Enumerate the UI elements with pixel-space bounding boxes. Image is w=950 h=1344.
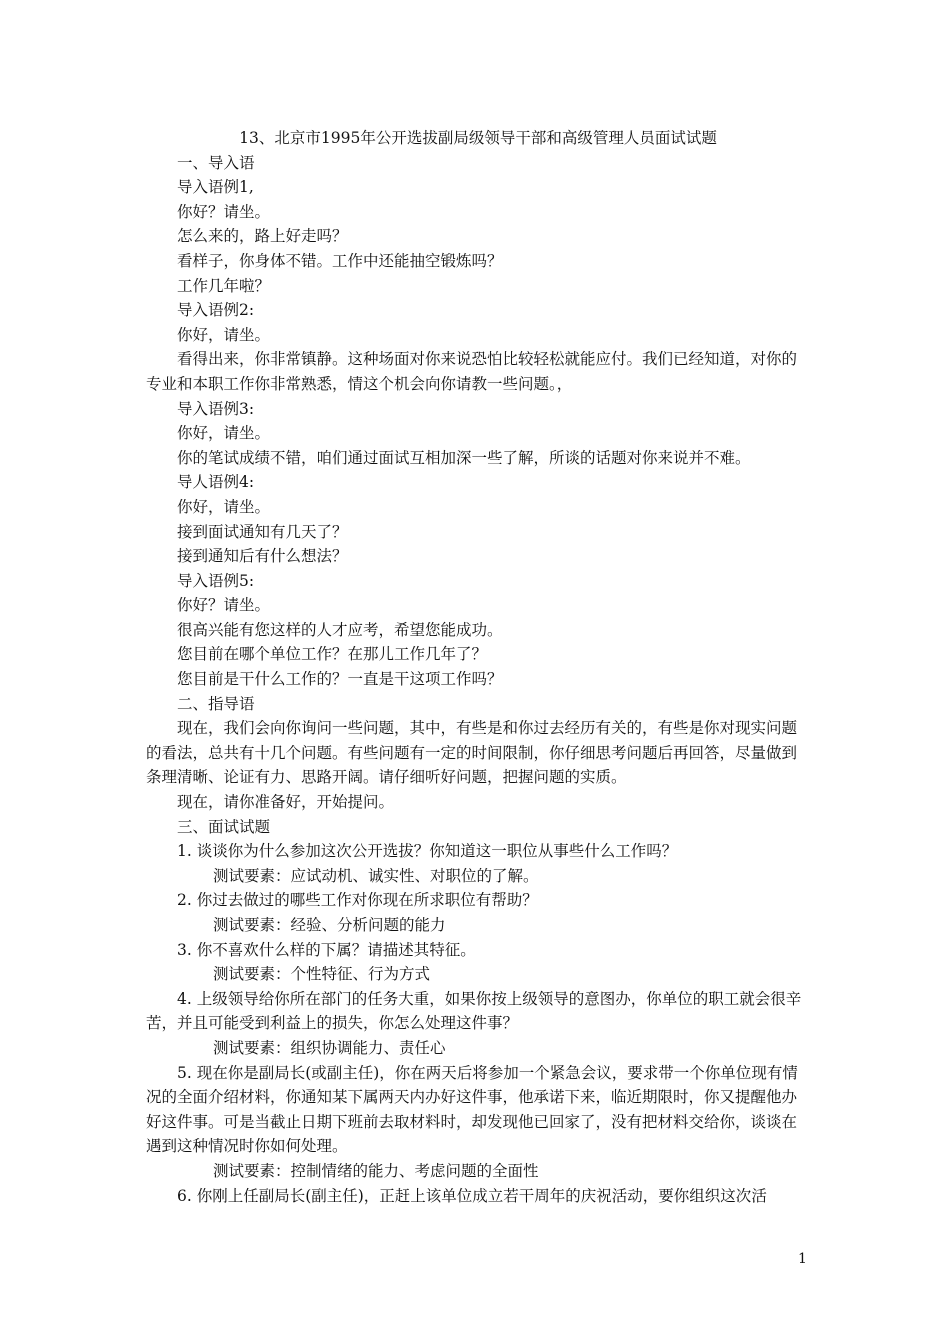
paragraph: 2. 你过去做过的哪些工作对你现在所求职位有帮助？ [177,891,538,910]
paragraph: 测试要素：经验、分析问题的能力 [213,916,446,934]
paragraph: 接到通知后有什么想法？ [177,547,348,566]
paragraph: 现在，请你准备好，开始提问。 [177,793,395,812]
paragraph: 5. 现在你是副局长(或副主任)，你在两天后将参加一个紧急会议，要求带一个你单位现有情况的全面介绍材料，你通知某下属两天内办好这件事，他承诺下来，临近期限时，你又提醒他办好这件事。可是当截止日期下班前去取材料时，却发现他已回家了，没有把材料交给你，谈谈在遇到这种情况时你如何处理。 [146,1063,798,1156]
paragraph: 测试要素：组织协调能力、责任心 [213,1038,446,1057]
paragraph-list [146,151,810,1209]
page-number: 1 [798,1251,807,1267]
paragraph: 很高兴能有您这样的人才应考，希望您能成功。 [177,620,503,639]
document-body [146,126,810,1208]
paragraph: 现在，我们会向你询问一些问题，其中，有些是和你过去经历有关的，有些是你对现实问题的看法，总共有十几个问题。有些问题有一定的时间限制，你仔细思考问题后再回答，尽量做到条理清晰、论证有力、思路开阔。请仔细听好问题，把握问题的实质。 [146,719,798,787]
paragraph: 4. 上级领导给你所在部门的任务大重，如果你按上级领导的意图办，你单位的职工就会很辛苦，并且可能受到利益上的损失，你怎么处理这件事？ [146,989,802,1033]
paragraph: 你的笔试成绩不错，咱们通过面试互相加深一些了解，所谈的话题对你来说并不难。 [177,448,751,467]
paragraph: 你好？请坐。 [177,596,271,615]
paragraph: 你好？请坐。 [177,202,271,221]
paragraph: 测试要素：应试动机、诚实性、对职位的了解。 [213,866,539,885]
paragraph: 测试要素：控制情绪的能力、考虑问题的全面性 [213,1161,539,1180]
paragraph: 你好，请坐。 [177,497,271,516]
paragraph: 看得出来，你非常镇静。这种场面对你来说恐怕比较轻松就能应付。我们已经知道，对你的专业和本职工作你非常熟悉，情这个机会向你请教一些问题。， [146,350,798,393]
document-title: 13、北京市1995年公开选拔副局级领导干部和高级管理人员面试试题 [239,129,717,147]
paragraph: 你好，请坐。 [177,424,271,443]
paragraph: 您目前在哪个单位工作？在那儿工作几年了？ [177,645,488,664]
paragraph: 一、导入语 [177,153,255,172]
paragraph: 接到面试通知有几天了？ [177,522,348,541]
paragraph: 三、面试试题 [177,817,271,836]
paragraph: 二、指导语 [177,694,255,713]
paragraph: 导人语例4: [177,473,255,492]
paragraph: 6. 你刚上任副局长(副主任)，正赶上该单位成立若干周年的庆祝活动，要你组织这次活 [177,1186,767,1205]
paragraph: 看样子，你身体不错。工作中还能抽空锻炼吗？ [177,251,503,270]
paragraph: 您目前是干什么工作的？一直是干这项工作吗？ [177,670,503,689]
paragraph: 怎么来的，路上好走吗？ [177,227,348,246]
paragraph: 1. 谈谈你为什么参加这次公开选拔？你知道这一职位从事些什么工作吗？ [177,842,678,861]
paragraph: 工作几年啦？ [177,276,271,295]
paragraph: 导入语例5: [177,571,255,590]
paragraph: 导入语例3: [177,399,255,418]
paragraph: 你好，请坐。 [177,325,271,344]
paragraph: 测试要素：个性特征、行为方式 [213,965,431,984]
paragraph: 导入语例1, [177,178,254,197]
paragraph: 导入语例2: [177,301,255,320]
paragraph: 3. 你不喜欢什么样的下属？请描述其特征。 [177,940,476,959]
